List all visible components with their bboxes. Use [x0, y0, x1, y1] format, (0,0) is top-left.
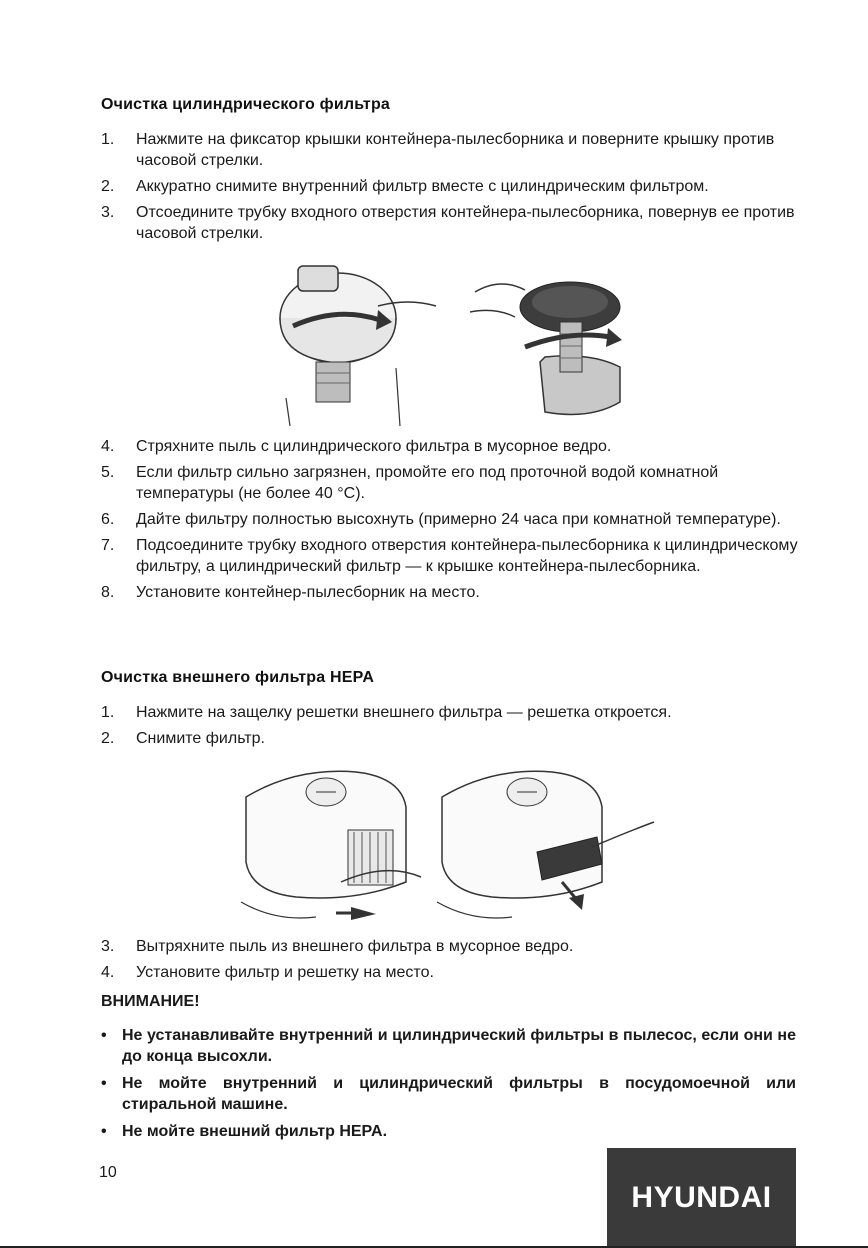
- list-item: 7. Подсоедините трубку входного отверстия контейнера-пылесборника к цилиндрическому фильтру, а цилиндрический фильтр — к крышке контейнера-пылесборника.: [101, 537, 798, 575]
- warning-list: [101, 1025, 796, 1148]
- list-item: 5. Если фильтр сильно загрязнен, промойте его под проточной водой комнатной температуры (не более 40 °C).: [101, 464, 719, 502]
- section-title-cylindrical-filter: Очистка цилиндрического фильтра: [101, 96, 391, 113]
- list-item: 2. Снимите фильтр.: [101, 730, 265, 747]
- dust-container-lid-illustration: [268, 258, 438, 428]
- list-item: 3. Отсоедините трубку входного отверстия контейнера-пылесборника, повернув ее против часовой стрелки.: [101, 204, 795, 242]
- list-item: 2. Аккуратно снимите внутренний фильтр вместе с цилиндрическим фильтром.: [101, 178, 709, 195]
- list-item: 3. Вытряхните пыль из внешнего фильтра в мусорное ведро.: [101, 938, 574, 955]
- list-item: 6. Дайте фильтру полностью высохнуть (примерно 24 часа при комнатной температуре).: [101, 511, 781, 528]
- list-item: 4. Установите фильтр и решетку на место.: [101, 964, 434, 981]
- warning-item: • Не мойте внешний фильтр HEPA.: [101, 1123, 388, 1140]
- list-item: 1. Нажмите на защелку решетки внешнего фильтра — решетка откроется.: [101, 704, 672, 721]
- list-item: 8. Установите контейнер-пылесборник на место.: [101, 584, 480, 601]
- list-item: 1. Нажмите на фиксатор крышки контейнера-пылесборника и поверните крышку против часовой стрелки.: [101, 131, 775, 169]
- brand-logo: HYUNDAI: [607, 1148, 796, 1248]
- list-item: 4. Стряхните пыль с цилиндрического фильтра в мусорное ведро.: [101, 438, 612, 455]
- bullet-icon: •: [101, 1123, 107, 1140]
- cylindrical-filter-removal-illustration: [470, 272, 640, 420]
- steps-list-cylindrical-b: [101, 436, 801, 608]
- section-title-hepa-filter: Очистка внешнего фильтра HEPA: [101, 669, 375, 686]
- hepa-grille-open-illustration: [236, 752, 426, 924]
- page-number: 10: [99, 1164, 117, 1181]
- warning-item: • Не мойте внутренний и цилиндрический фильтры в посудомоечной или стиральной машине.: [101, 1075, 796, 1113]
- warning-item: • Не устанавливайте внутренний и цилиндрический фильтры в пылесос, если они не до конца высохли.: [101, 1027, 796, 1065]
- hepa-filter-removal-illustration: [432, 752, 657, 924]
- steps-list-cylindrical-a: [101, 129, 801, 249]
- bullet-icon: •: [101, 1027, 107, 1044]
- steps-list-hepa-b: [101, 936, 801, 988]
- bullet-icon: •: [101, 1075, 107, 1092]
- steps-list-hepa-a: [101, 702, 801, 754]
- warning-title: ВНИМАНИЕ!: [101, 993, 200, 1010]
